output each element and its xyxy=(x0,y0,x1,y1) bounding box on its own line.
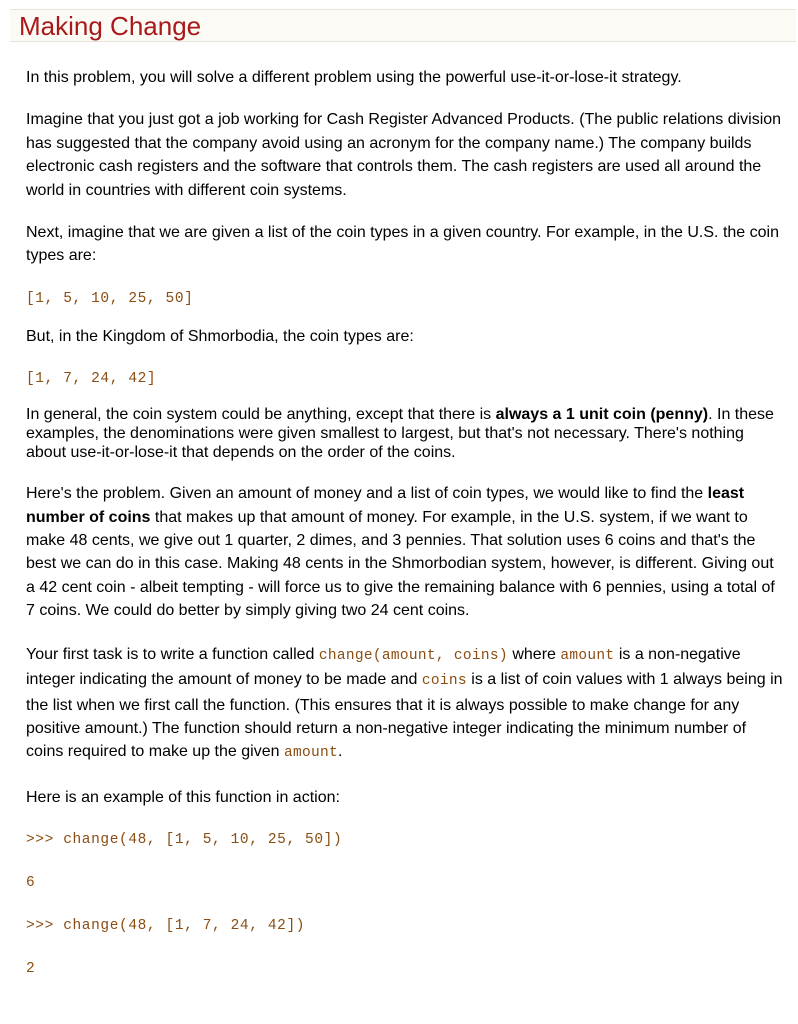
coin-types-paragraph: Next, imagine that we are given a list of the coin types in a given country. For example, in the U.S. the coin types are: xyxy=(26,224,779,265)
example-1-input: >>> change(48, [1, 5, 10, 25, 50]) xyxy=(26,832,343,849)
example-2-input: >>> change(48, [1, 7, 24, 42]) xyxy=(26,918,306,935)
example-1-output: 6 xyxy=(26,875,36,892)
task-text-e: . xyxy=(337,743,343,761)
problem-text-b: that makes up that amount of money. For example, in the U.S. system, if we want to make 48 cents, we give out 1 quarter, 2 dimes, and 3 pennies. That solution uses 6 coins and that's the best we can do in this case. Making 48 cents in the Shmorbodian system, however, is different. Giving out a 42 cent coin - albeit tempting - will force us to give the remaining balance with 6 pennies, using a total of 7 coins. We could do better by simply giving two 24 cent coins. xyxy=(26,508,775,620)
task-text-a: Your first task is to write a function called xyxy=(26,645,319,663)
intro-paragraph: In this problem, you will solve a different problem using the powerful use-it-or-lose-it strategy. xyxy=(26,69,682,86)
task-text-b: where xyxy=(507,645,561,663)
problem-content xyxy=(26,66,786,978)
example-2-output: 2 xyxy=(26,961,36,978)
amount-code: amount xyxy=(560,647,615,664)
general-paragraph xyxy=(26,405,786,462)
problem-bold-text: least number of coins xyxy=(26,485,745,526)
task-text-d: is a list of coin values with 1 always being in the list when we first call the function. (This ensures that it is always possible to make change for any positive amount.) The function should return a non-negative integer indicating the minimum number of coins required to make up the given xyxy=(26,671,783,761)
us-coins-code: [1, 5, 10, 25, 50] xyxy=(26,290,194,307)
title-bar xyxy=(10,9,796,42)
task-paragraph xyxy=(26,643,786,766)
shmorbodia-paragraph: But, in the Kingdom of Shmorbodia, the coin types are: xyxy=(26,327,414,345)
example-intro-paragraph: Here is an example of this function in action: xyxy=(26,788,340,806)
shmorbodia-coins-code: [1, 7, 24, 42] xyxy=(26,371,157,388)
function-signature-code: change(amount, coins) xyxy=(318,647,508,664)
task-text-c: is a non-negative integer indicating the amount of money to be made and xyxy=(26,645,741,689)
problem-paragraph xyxy=(26,482,786,622)
coins-code: coins xyxy=(421,673,467,690)
amount-code-2: amount xyxy=(283,745,338,762)
page-title: Making Change xyxy=(19,11,202,41)
general-text-a: In general, the coin system could be anything, except that there is xyxy=(26,406,496,424)
general-bold-text: always a 1 unit coin (penny) xyxy=(495,406,709,424)
problem-text-a: Here's the problem. Given an amount of money and a list of coin types, we would like to find the xyxy=(26,485,708,503)
imagine-paragraph: Imagine that you just got a job working for Cash Register Advanced Products. (The public relations division has suggested that the company avoid using an acronym for the company name.) The company builds electronic cash registers and the software that controls them. The cash registers are used all around the world in countries with different coin systems. xyxy=(26,111,782,199)
general-text-b: . In these examples, the denominations were given smallest to largest, but that's not necessary. There's nothing about use-it-or-lose-it that depends on the order of the coins. xyxy=(26,406,774,462)
